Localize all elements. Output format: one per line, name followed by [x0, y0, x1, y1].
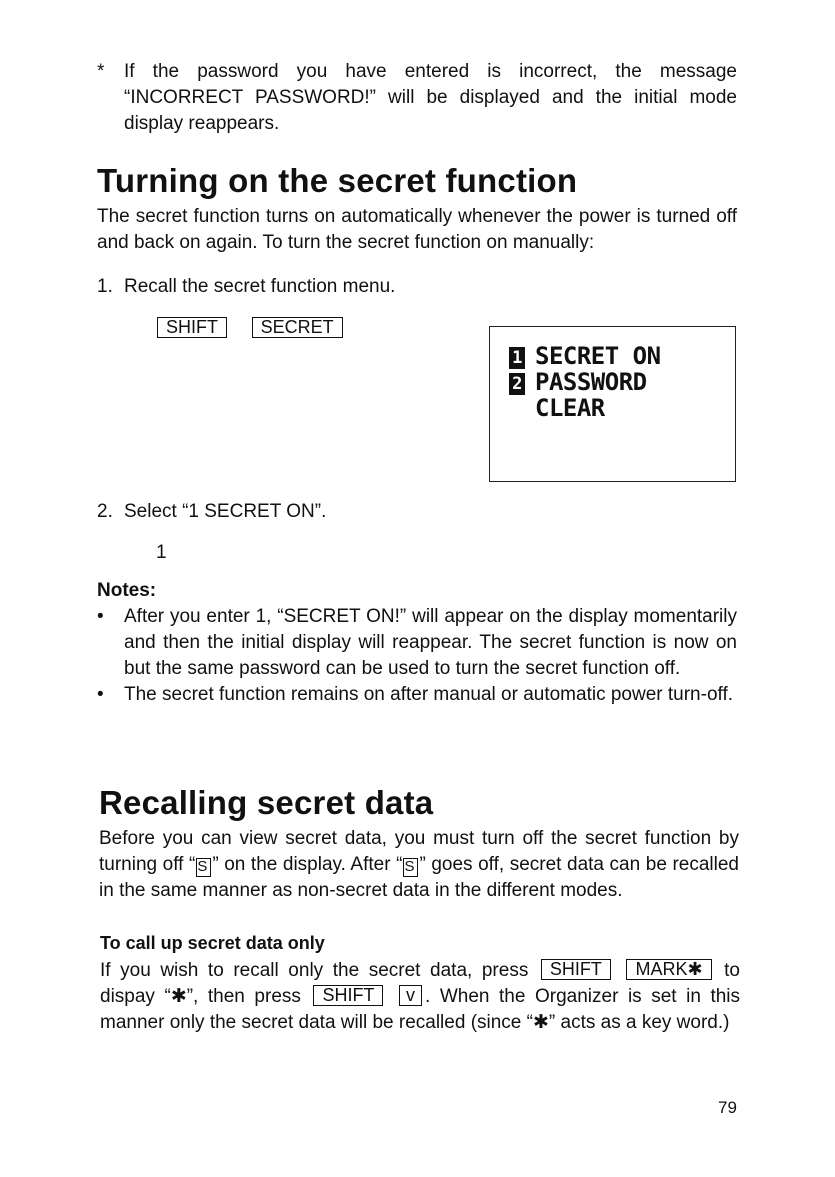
shift-key: SHIFT: [541, 959, 611, 980]
intro-note: [97, 59, 737, 137]
secret-key: SECRET: [252, 317, 343, 338]
step-1: [97, 274, 497, 300]
down-arrow-key: v: [399, 985, 422, 1006]
asterisk-symbol: ✱: [170, 986, 187, 1007]
notes-list: [97, 604, 737, 708]
step-number: 2.: [97, 501, 113, 522]
lcd-display: [489, 326, 736, 482]
intro-note-text: If the password you have entered is incorrect, the message “INCORRECT PASSWORD!” will be displayed and the initial mode display reappears.: [124, 61, 737, 134]
page-number: 79: [718, 1098, 737, 1117]
option-number: 1: [509, 347, 525, 369]
shift-key: SHIFT: [313, 985, 383, 1006]
section1-intro: The secret function turns on automatically whenever the power is turned off and back on again. To turn the secret function on manually:: [97, 206, 737, 253]
note-item: • After you enter 1, “SECRET ON!” will appear on the display momentarily and then the initial display will reappear. The secret function is now on but the same password can be used to turn the secret function off.: [97, 606, 737, 679]
bullet-icon: •: [97, 606, 104, 627]
step-text: Recall the secret function menu.: [124, 276, 396, 297]
note-item: • The secret function remains on after manual or automatic power turn-off.: [97, 682, 737, 708]
secret-indicator-icon: S: [403, 858, 418, 877]
option-number: 2: [509, 373, 525, 395]
key-1: 1: [156, 542, 167, 563]
subhead-secret-only: To call up secret data only: [100, 933, 325, 953]
step-text: Select “1 SECRET ON”.: [124, 501, 327, 522]
shift-key: SHIFT: [157, 317, 227, 338]
menu-item-clear: CLEAR: [535, 394, 605, 422]
section2-paragraph: Before you can view secret data, you must turn off the secret function by turning off “ S ” on the display. After “ S ” goes off, secret data can be recalled in the same manner as non-secret data in the different modes.: [99, 828, 739, 901]
step1-keys: [154, 316, 346, 342]
mark-key: MARK✱: [626, 959, 711, 980]
notes-title: Notes:: [97, 580, 157, 601]
section-title-turning-on: Turning on the secret function: [97, 162, 578, 199]
asterisk-symbol: ✱: [532, 1012, 549, 1033]
section-title-recalling: Recalling secret data: [99, 784, 434, 821]
secret-only-paragraph: If you wish to recall only the secret data, press SHIFT MARK✱ to dispay “✱”, then press SHIFT v . When the Organizer is set in this manner only the secret data will be recalled (since “✱” acts as a key word.): [100, 959, 741, 1033]
asterisk-marker: *: [97, 61, 105, 82]
step-2: [97, 499, 497, 525]
bullet-icon: •: [97, 684, 104, 705]
secret-indicator-icon: S: [196, 858, 211, 877]
menu-item-secret-on: 1 SECRET ON: [509, 343, 661, 369]
menu-item-password: 2 PASSWORD: [509, 369, 647, 395]
step-number: 1.: [97, 276, 113, 297]
